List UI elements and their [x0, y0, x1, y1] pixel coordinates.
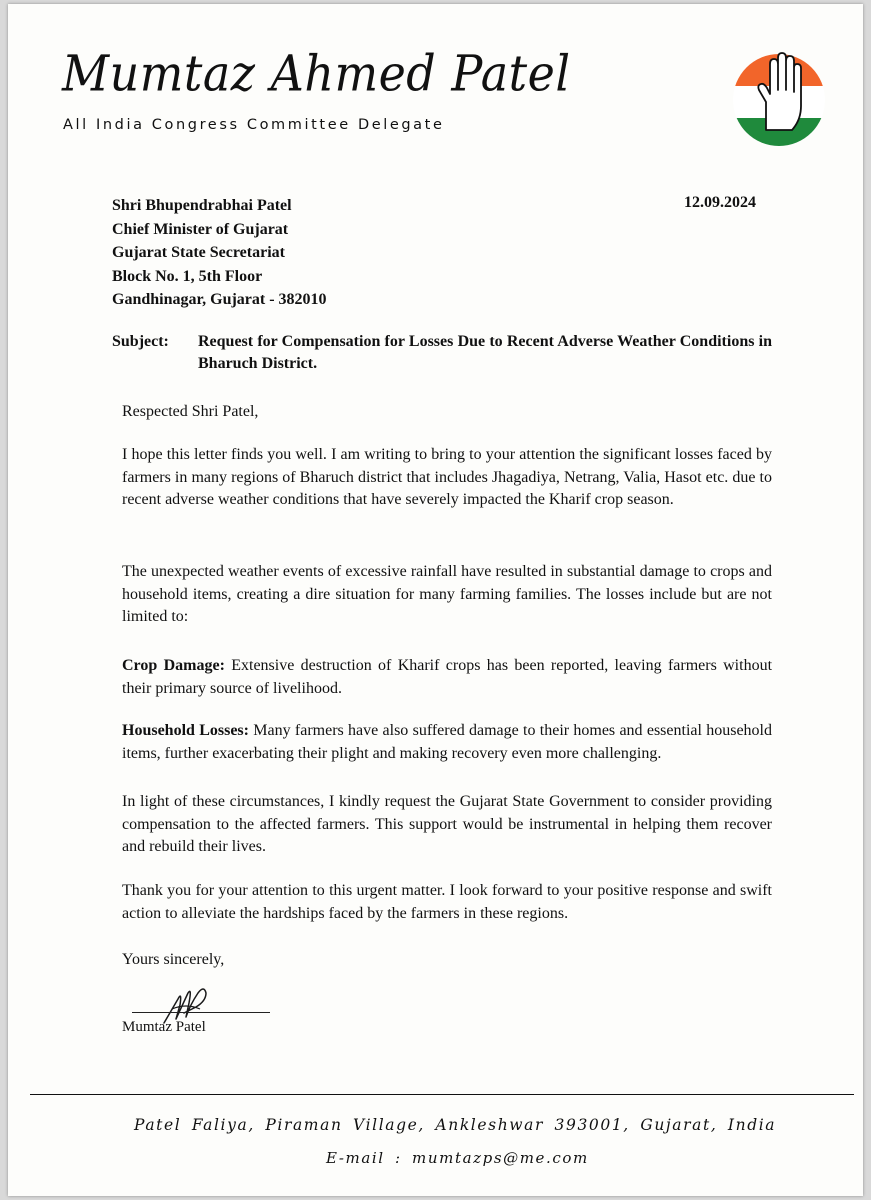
- paragraph-crop-damage: [122, 655, 772, 700]
- signer-name: Mumtaz Patel: [122, 1019, 206, 1035]
- recipient-city: Gandhinagar, Gujarat - 382010: [112, 291, 327, 308]
- recipient-name: Shri Bhupendrabhai Patel: [112, 197, 292, 214]
- signature-line: [132, 1012, 270, 1013]
- household-losses-text: Many farmers have also suffered damage to their homes and essential household items, further exacerbating their plight and making recovery even more challenging.: [122, 722, 772, 762]
- footer-divider: [30, 1094, 854, 1095]
- paragraph-household-losses: [122, 720, 772, 765]
- recipient-office: Gujarat State Secretariat: [112, 244, 285, 261]
- subject-label: Subject:: [112, 333, 169, 350]
- salutation: Respected Shri Patel,: [122, 403, 259, 420]
- recipient-address: [112, 194, 327, 312]
- letterhead-name: Mumtaz Ahmed Patel: [62, 44, 571, 103]
- paragraph-thanks: Thank you for your attention to this urgent matter. I look forward to your positive response and swift action to alleviate the hardships faced by the farmers in these regions.: [122, 882, 772, 922]
- letter-page: [8, 4, 863, 1196]
- subject-line: [112, 331, 772, 375]
- letterhead-designation: All India Congress Committee Delegate: [63, 117, 445, 133]
- crop-damage-label: Crop Damage:: [122, 657, 225, 674]
- paragraph-intro: I hope this letter finds you well. I am writing to bring to your attention the significant losses faced by farmers in many regions of Bharuch district that includes Jhagadiya, Netrang, Valia, Hasot etc. due to recent adverse weather conditions that have severely impacted the Kharif crop season.: [122, 446, 772, 508]
- closing: Yours sincerely,: [122, 951, 225, 968]
- footer-address: Patel Faliya, Piraman Village, Ankleshwar 393001, Gujarat, India: [134, 1116, 777, 1134]
- recipient-block: Block No. 1, 5th Floor: [112, 267, 263, 285]
- subject-text: Request for Compensation for Losses Due to Recent Adverse Weather Conditions in Bharuch District.: [198, 333, 772, 372]
- recipient-designation: Chief Minister of Gujarat: [112, 220, 289, 238]
- letter-date: 12.09.2024: [684, 194, 756, 211]
- paragraph-damage: The unexpected weather events of excessive rainfall have resulted in substantial damage to crops and household items, creating a dire situation for many farming families. The losses include but are not limited to:: [122, 563, 772, 625]
- paragraph-request: In light of these circumstances, I kindly request the Gujarat State Government to consider providing compensation to the affected farmers. This support would be instrumental in helping them recover and rebuild their lives.: [122, 793, 772, 855]
- household-losses-label: Household Losses:: [122, 722, 249, 739]
- crop-damage-text: Extensive destruction of Kharif crops has been reported, leaving farmers without their primary source of livelihood.: [122, 657, 773, 697]
- footer-email: E-mail : mumtazps@me.com: [326, 1149, 589, 1167]
- congress-hand-logo-icon: [732, 44, 826, 150]
